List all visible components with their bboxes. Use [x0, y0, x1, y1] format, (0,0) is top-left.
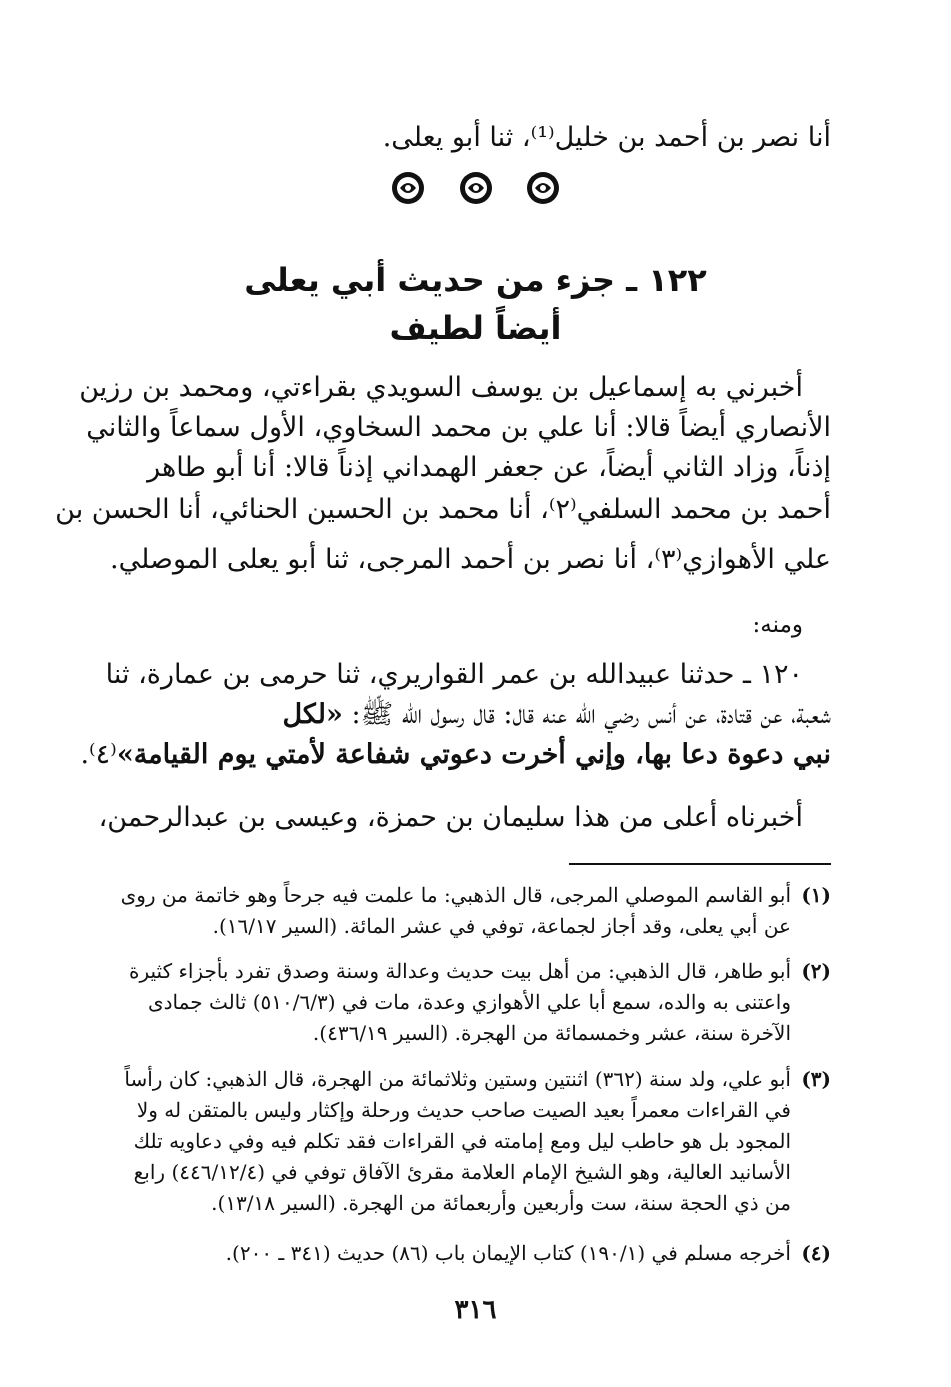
footnote-line: في القراءات معمراً بعيد الصيت صاحب حديث ورحلة وإكثار وليس بالمتقن له ولا	[136, 1098, 791, 1122]
ornament-divider	[0, 170, 951, 210]
footnote-line: الآخرة سنة، عشر وخمسمائة من الهجرة. (السير ٤٣٦/١٩).	[312, 1021, 791, 1045]
footnote-line: أبو طاهر، قال الذهبي: من أهل بيت حديث وعدالة وسنة وصدق تفرد بأجزاء كثيرة	[128, 959, 791, 983]
footnote-line: واعتنى به والده، سمع أبا علي الأهوازي وعدة، مات في (٥١٠/٦/٣) ثالث جمادى	[148, 990, 791, 1014]
footnote-number: (٣)	[801, 1067, 831, 1091]
hadith-line-3	[80, 735, 831, 775]
footnote-line: المجود بل هو حاطب ليل ومع إمامته في القراءات فقد تكلم فيه وفي دعاويه تلك	[133, 1129, 791, 1153]
footnote-1	[120, 880, 831, 942]
arabesque-ornament-icon	[458, 170, 494, 206]
footnote-line: عن أبي يعلى، وقد أجاز لجماعة، توفي في عشر المائة. (السير ١٦/١٧).	[212, 914, 791, 938]
akhbarnah-line: أخبرناه أعلى من هذا سليمان بن حمزة، وعيسى بن عبدالرحمن،	[98, 802, 803, 833]
footnote-line: من ذي الحجة سنة، ست وأربعين وأربعمائة من الهجرة. (السير ١٣/١٨).	[211, 1191, 791, 1215]
section-title: ١٢٢ ـ جزء من حديث أبي يعلى	[244, 261, 707, 299]
chain-line-3: إذناً، وزاد الثاني أيضاً، عن جعفر الهمداني إذناً قالا: أنا أبو طاهر	[147, 452, 831, 483]
top-line: أنا نصر بن أحمد بن خليل⁽¹⁾، ثنا أبو يعلى.	[382, 122, 831, 153]
hadith-quote: نبي دعوة دعا بها، وإني أخرت دعوتي شفاعة لأمتي يوم القيامة»	[116, 739, 831, 770]
page-number: ٣١٦	[454, 1295, 497, 1325]
hadith-line-1: ١٢٠ ـ حدثنا عبيدالله بن عمر القواريري، ثنا حرمى بن عمارة، ثنا	[105, 659, 803, 690]
hadith-line-2-text: شعبة، عن قتادة، عن أنس رضي الله عنه قال: قال رسول الله ﷺ:	[342, 699, 831, 730]
footnote-4	[120, 1238, 831, 1269]
hadith-quote-start: «لكل	[282, 699, 343, 730]
footnote-number: (٤)	[801, 1241, 831, 1265]
arabesque-ornament-icon	[525, 170, 561, 206]
footnote-line: أبو القاسم الموصلي المرجى، قال الذهبي: ما علمت فيه جرحاً وهو خاتمة من روى	[120, 883, 791, 907]
footnote-line: أبو علي، ولد سنة (٣٦٢) اثنتين وستين وثلاثمائة من الهجرة، قال الذهبي: كان رأساً	[124, 1067, 791, 1091]
chain-line-2: الأنصاري أيضاً قالا: أنا علي بن محمد السخاوي، الأول سماعاً والثاني	[86, 412, 831, 443]
wa-minhu: ومنه:	[752, 612, 803, 638]
chain-line-1: أخبرني به إسماعيل بن يوسف السويدي بقراءتي، ومحمد بن رزين	[79, 372, 803, 403]
footnote-line: الأسانيد العالية، وهو الشيخ الإمام العلامة مقرئ الآفاق توفي في (٤٤٦/١٢/٤) رابع	[133, 1160, 791, 1184]
hadith-footnote-ref: ⁽٤⁾.	[80, 739, 117, 770]
footnote-rule	[569, 863, 831, 865]
footnote-number: (١)	[801, 883, 831, 907]
chain-line-5: علي الأهوازي⁽٣⁾، أنا نصر بن أحمد المرجى، ثنا أبو يعلى الموصلي.	[110, 544, 831, 575]
footnote-line: أخرجه مسلم في (١٩٠/١) كتاب الإيمان باب (٨٦) حديث (٣٤١ ـ ٢٠٠).	[225, 1241, 791, 1265]
chain-line-4: أحمد بن محمد السلفي⁽٢⁾، أنا محمد بن الحسين الحنائي، أنا الحسن بن	[55, 494, 831, 525]
section-subtitle: أيضاً لطيف	[389, 309, 562, 347]
arabesque-ornament-icon	[390, 170, 426, 206]
footnote-number: (٢)	[801, 959, 831, 983]
footnote-3	[120, 1064, 831, 1219]
hadith-line-2	[120, 695, 831, 735]
footnote-2	[120, 956, 831, 1049]
